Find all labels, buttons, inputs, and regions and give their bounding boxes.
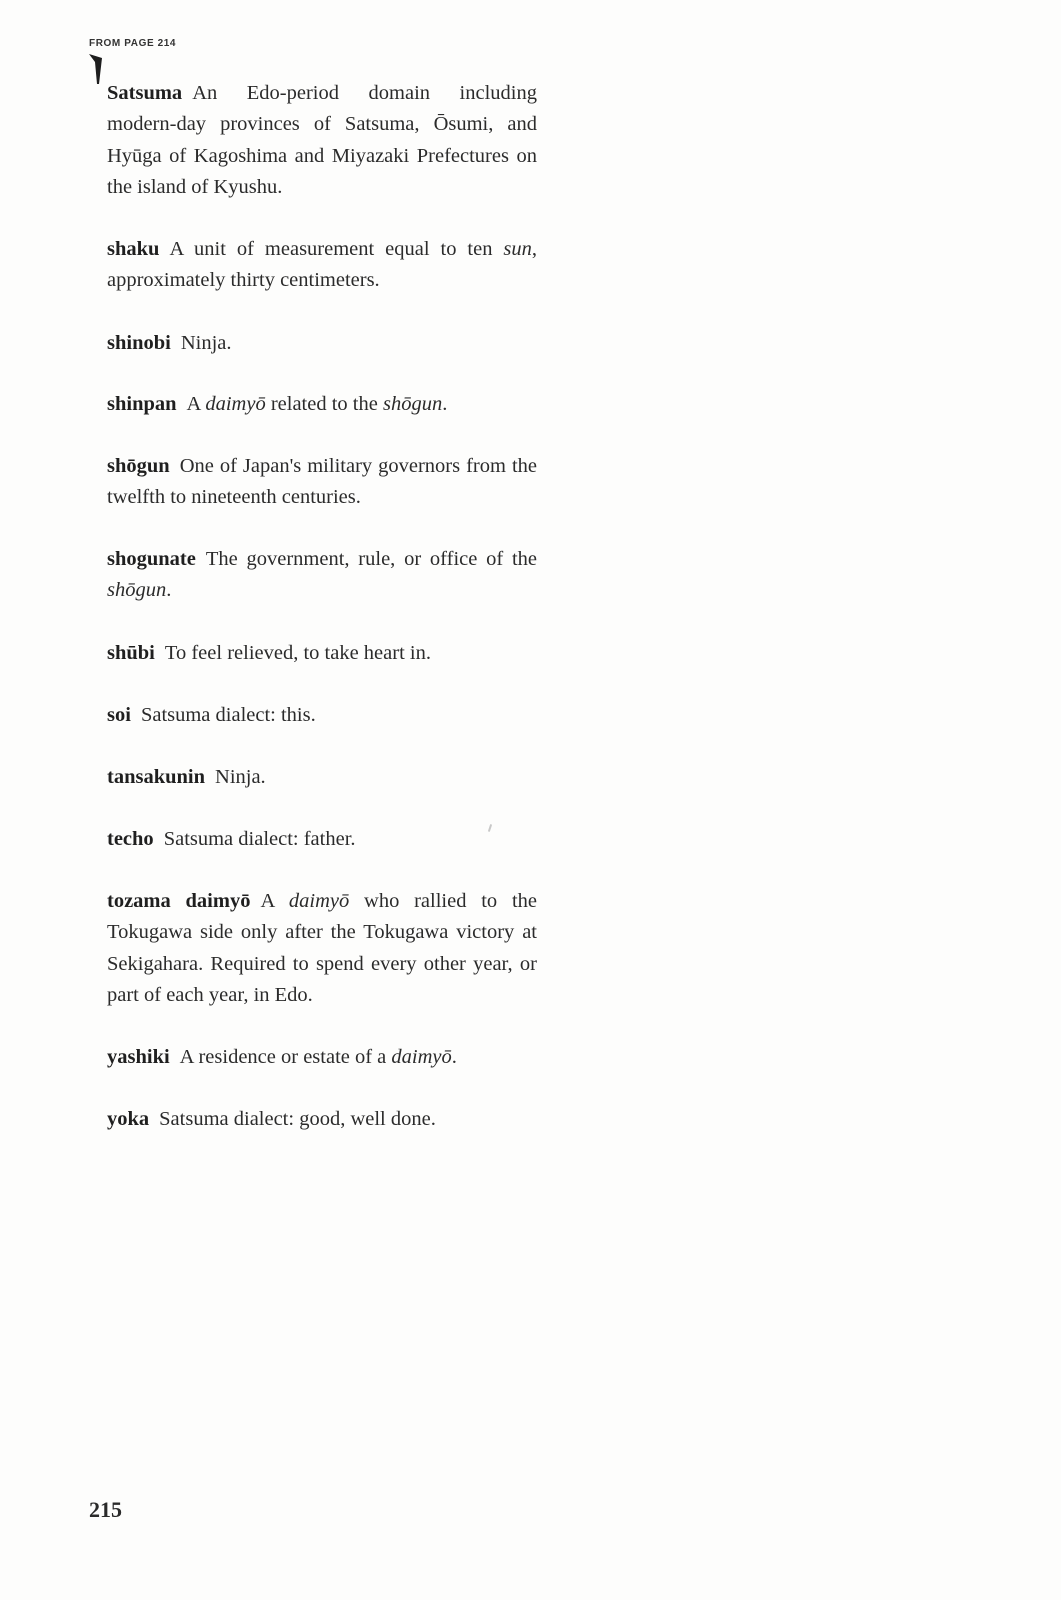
glossary-definition: A residence or estate of a daimyō. [179,1046,457,1068]
glossary-definition: To feel relieved, to take heart in. [164,642,431,664]
glossary-term: shūbi [107,642,155,664]
glossary-term: shinobi [107,332,171,354]
continuation-marker-icon [89,54,103,84]
glossary-term: yoka [107,1108,150,1130]
glossary-entry [107,700,537,731]
glossary-definition: One of Japan's military governors from the twelfth to nineteenth centuries. [107,455,537,509]
glossary-term: shaku [107,238,160,260]
glossary-term: soi [107,704,131,726]
glossary-term: tansakunin [107,766,206,788]
glossary-term: shinpan [107,393,177,415]
glossary-entry [107,886,537,1011]
glossary-entry [107,234,537,297]
glossary-definition: Satsuma dialect: father. [163,828,356,850]
glossary-definition: Satsuma dialect: this. [140,704,316,726]
glossary-entry [107,328,537,359]
glossary-entry [107,1104,537,1135]
page-number: 215 [89,1497,122,1522]
glossary-definition: Ninja. [180,332,232,354]
glossary-entry [107,762,537,793]
glossary-definition: Ninja. [215,766,266,788]
glossary-definition: A daimyō related to the shōgun. [186,393,448,415]
glossary-entry [107,824,537,855]
glossary-term: Satsuma [107,82,183,104]
glossary-entry [107,451,537,514]
glossary-term: tozama daimyō [107,890,251,912]
glossary-term: techo [107,828,154,850]
glossary-entry [107,544,537,607]
running-head: FROM PAGE 214 [89,38,177,49]
glossary-entry [107,389,537,420]
glossary-definition: An Edo-period domain including modern-day provinces of Satsuma, Ōsumi, and Hyūga of Kagoshima and Miyazaki Prefectures on the island of Kyushu. [107,82,537,198]
glossary-term: shōgun [107,455,170,477]
glossary-term: yashiki [107,1046,170,1068]
glossary-entry [107,78,537,203]
glossary-definition: A unit of measurement equal to ten sun, approximately thirty centimeters. [107,238,537,292]
glossary-definition: A daimyō who rallied to the Tokugawa side only after the Tokugawa victory at Sekigahara. Required to spend every other year, or part of each year, in Edo. [107,890,537,1006]
glossary-entry [107,638,537,669]
glossary-term: shogunate [107,548,196,570]
glossary-definition: The government, rule, or office of the shōgun. [107,548,537,602]
glossary-definition: Satsuma dialect: good, well done. [159,1108,436,1130]
glossary-entry [107,1042,537,1073]
